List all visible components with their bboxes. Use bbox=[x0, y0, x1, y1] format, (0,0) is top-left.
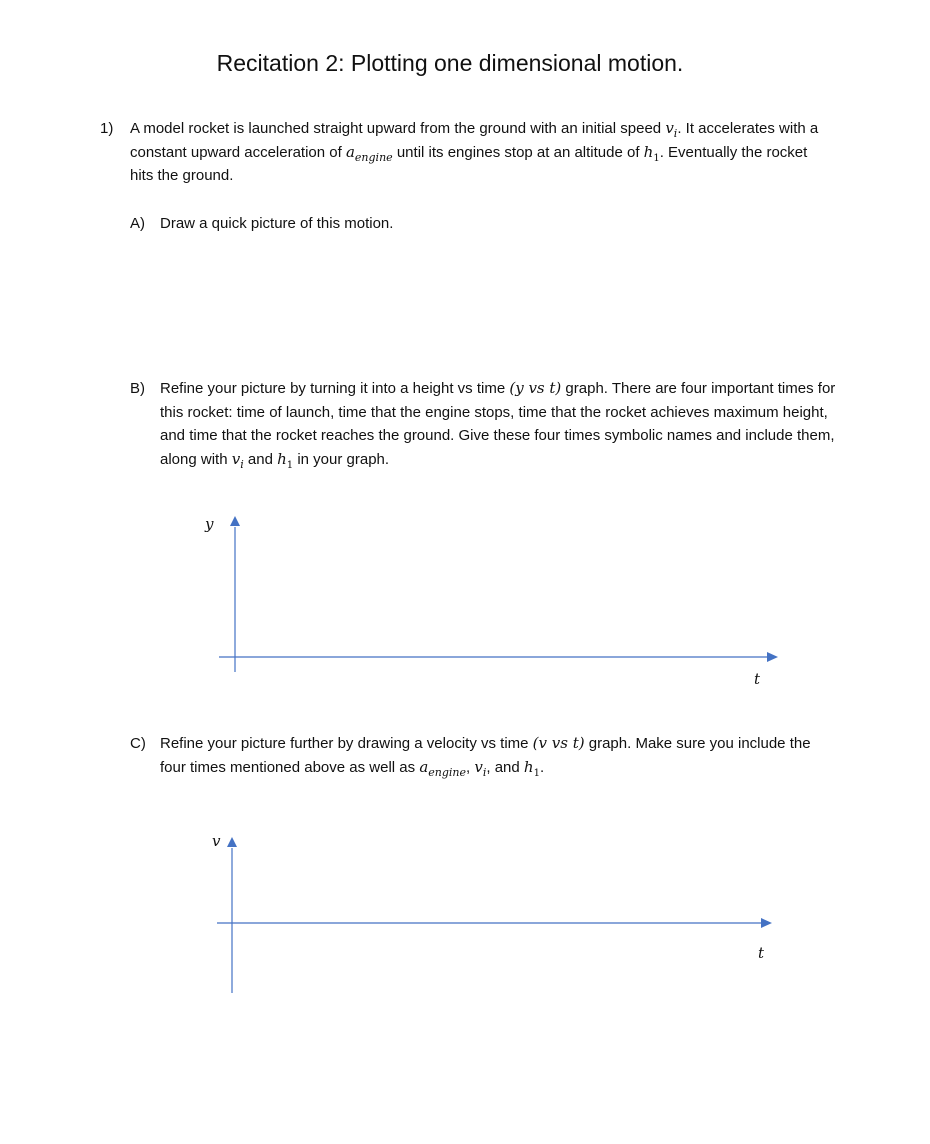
t-axis-label: t bbox=[754, 670, 761, 688]
part-c-text-part: Refine your picture further by drawing a velocity vs time bbox=[160, 735, 533, 752]
part-c-number: C) bbox=[130, 735, 146, 752]
part-b-text-part: and bbox=[243, 450, 278, 468]
page-title: Recitation 2: Plotting one dimensional motion. bbox=[216, 50, 684, 76]
var-h: h bbox=[643, 142, 654, 161]
expr-v-vs-t: (v vs t) bbox=[532, 734, 585, 752]
var-v-sub: i bbox=[240, 457, 244, 471]
part-b-number: B) bbox=[130, 380, 145, 397]
var-h-sub: 1 bbox=[533, 767, 540, 779]
question-1-number: 1) bbox=[100, 120, 114, 137]
var-v: v bbox=[231, 449, 241, 468]
v-axis-arrow bbox=[227, 837, 237, 847]
var-h-sub: 1 bbox=[653, 152, 660, 164]
var-v-sub: i bbox=[482, 765, 487, 779]
part-a-text: Draw a quick picture of this motion. bbox=[160, 215, 394, 232]
part-c-text-part: . bbox=[539, 758, 545, 776]
var-v: v bbox=[665, 119, 674, 137]
t-axis-arrow bbox=[761, 918, 772, 928]
q1-text-part: A model rocket is launched straight upward from the ground with an initial speed bbox=[130, 120, 666, 137]
q1-text-part: . It accelerates with a constant upward acceleration of bbox=[130, 120, 819, 161]
var-h: h bbox=[277, 449, 287, 468]
var-a-sub: engine bbox=[354, 150, 393, 164]
q1-text-part: . Eventually the rocket hits the ground. bbox=[130, 143, 808, 184]
var-a: a bbox=[345, 142, 355, 161]
part-b-text-part: in your graph. bbox=[293, 450, 390, 468]
v-axis-label: v bbox=[212, 832, 221, 850]
var-v-sub: i bbox=[673, 127, 678, 140]
expr-y-vs-t: (y vs t) bbox=[509, 379, 562, 397]
var-a: a bbox=[419, 757, 429, 776]
part-c-text-part: , bbox=[466, 758, 475, 776]
var-a-sub: engine bbox=[428, 765, 467, 779]
var-h-sub: 1 bbox=[286, 459, 294, 471]
t-axis-label: t bbox=[758, 944, 765, 962]
part-b-text-part: Refine your picture by turning it into a height vs time bbox=[160, 380, 510, 397]
q1-text-part: until its engines stop at an altitude of bbox=[392, 143, 644, 161]
part-b-text-part: graph. There are four important times for this rocket: time of launch, time that the engine stops, time that the rocket achieves maximum height, and time that the rocket reaches the ground. Give these four times symbolic names and include them, along with bbox=[160, 380, 836, 468]
part-c-text-part: graph. Make sure you include the four times mentioned above as well as bbox=[160, 735, 811, 776]
var-h: h bbox=[523, 757, 534, 776]
y-axis-label: y bbox=[205, 515, 214, 533]
part-c-text-part: , and bbox=[486, 758, 524, 776]
var-v: v bbox=[474, 757, 483, 776]
part-a-number: A) bbox=[130, 215, 145, 232]
